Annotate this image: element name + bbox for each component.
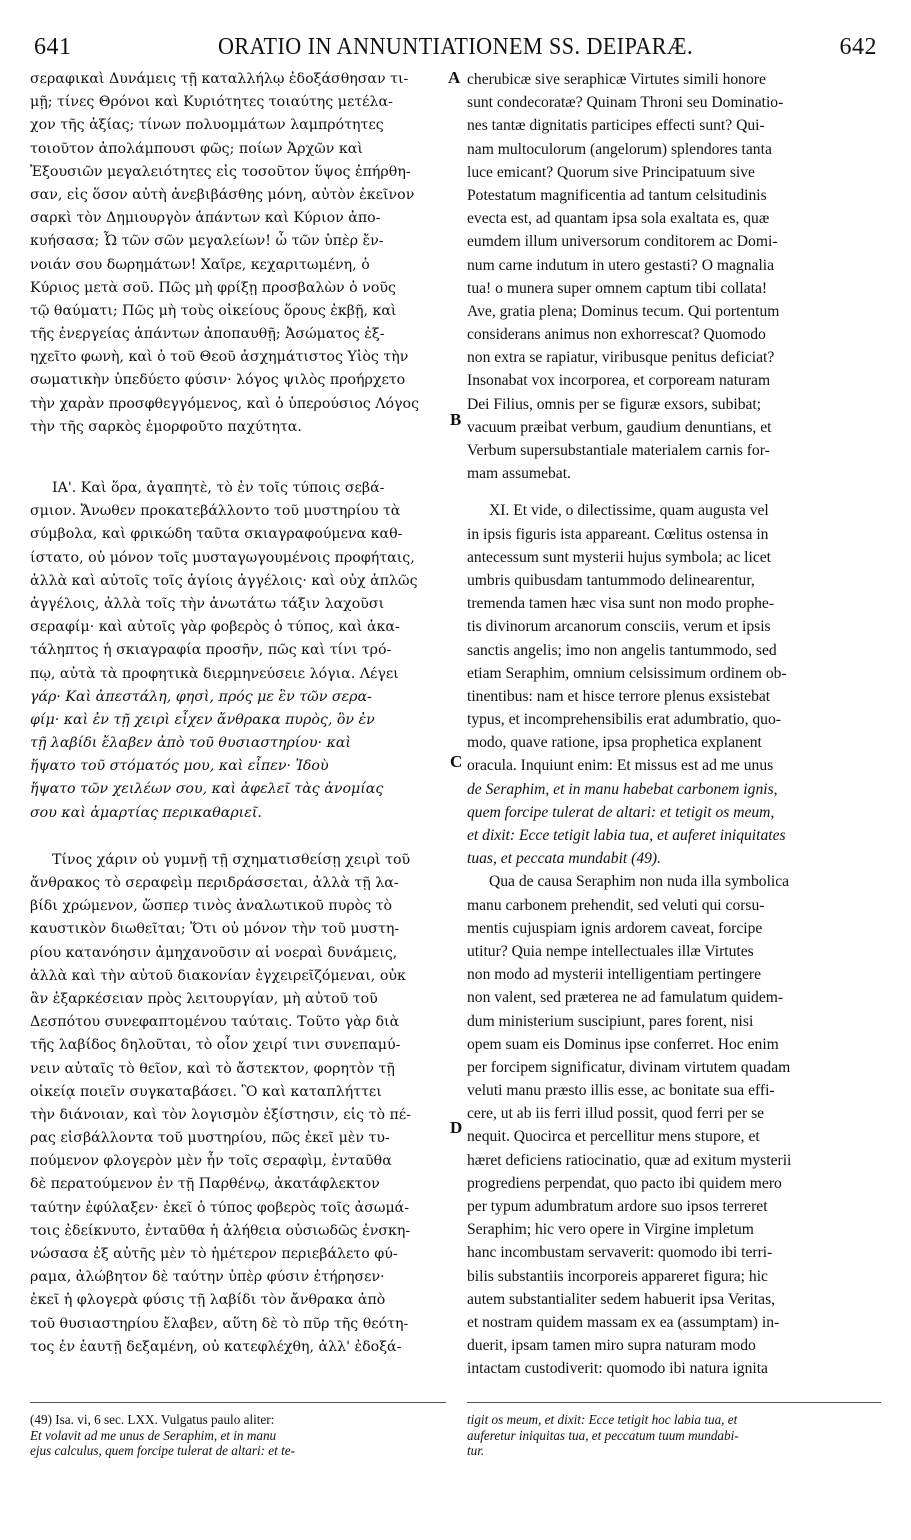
text-line: τὴν διάνοιαν, καὶ τὸν λογισμὸν ἐξίστησιν, εἰς τὸ πέ- <box>30 1106 411 1123</box>
text-line: Τίνος χάριν οὐ γυμνῇ τῇ σχηματισθείσῃ χειρὶ τοῦ <box>52 851 411 868</box>
text-line: τῆς λαβίδος δηλοῦται, τὸ οἷον χειρί τινι συνεπαμύ- <box>30 1037 401 1054</box>
margin-letter-d: D <box>450 1118 463 1137</box>
text-line: σύμβολα, καὶ φρικώδη ταῦτα σκιαγραφούμενα καθ- <box>30 526 403 543</box>
text-line: evecta est, ad quantam ipsa sola exaltata es, quæ <box>467 210 770 228</box>
text-line: mentis cujuspiam ignis ardorem caveat, forcipe <box>467 919 763 937</box>
text-line: ἐκεῖ ἡ φλογερὰ φύσις τῇ λαβίδι τὸν ἄνθρακα ἀπὸ <box>30 1292 386 1309</box>
text-line: καυστικὸν διωθεῖται; Ὅτι οὐ μόνον τὴν τοῦ μυστη- <box>30 921 400 938</box>
greek-block-2 <box>30 477 446 825</box>
text-line: umbris quibusdam tantummodo delinearentur, <box>467 571 755 589</box>
text-line: ραμα, ἀλώβητον δὲ ταύτην ὑπὲρ φύσιν ἐτήρησεν· <box>30 1269 385 1286</box>
text-line: τὴν χαρὰν προσφθεγγόμενος, καὶ ὁ ὑπερούσιος Λόγος <box>30 395 420 412</box>
text-line: σαρκὶ τὸν Δημιουργὸν ἁπάντων καὶ Κύριον ἀπο- <box>30 210 381 227</box>
footnote-line: (49) Isa. vi, 6 sec. LXX. Vulgatus paulo aliter: <box>30 1412 275 1427</box>
text-line: typus, et incomprehensibilis erat adumbratio, quo- <box>467 711 781 729</box>
greek-block-3 <box>30 849 446 1359</box>
text-line: duerit, ipsam tamen miro supra naturam modo <box>467 1337 756 1355</box>
spacer <box>30 463 446 477</box>
text-line: autem substantialiter sedem habuerit ipsa Veritas, <box>467 1290 776 1308</box>
text-line: σεραφικαὶ Δυνάμεις τῇ καταλλήλῳ ἐδοξάσθησαν τι- <box>30 71 409 87</box>
text-line: τοις ἐδείκνυτο, ἐνταῦθα ἡ ἀλήθεια οὐσιωδῶς ἐνσκη- <box>30 1222 411 1239</box>
greek-block-1 <box>30 68 446 439</box>
text-line: ἀλλὰ καὶ αὐτοῖς τοῖς ἁγίοις ἀγγέλοις· καὶ οὐχ ἁπλῶς <box>30 572 418 589</box>
text-line: τῆς ἐνεργείας ἁπάντων ἀποπαυθῇ; Ἀσώματος ἐξ- <box>30 326 385 343</box>
text-line: Insonabat vox incorporea, et corpoream naturam <box>467 372 771 390</box>
text-line: τος ἐν ἑαυτῇ δεξαμένη, οὐ κατεφλέχθη, ἀλλ' ἐδοξά- <box>30 1338 402 1355</box>
text-line: opem suam eis Dominus ipse conferret. Hoc enim <box>467 1035 779 1053</box>
text-line: τὴν τῆς σαρκὸς ἐμορφοῦτο παχύτητα. <box>30 418 302 435</box>
text-line: Verbum supersubstantiale materialem carnis for- <box>467 442 770 459</box>
text-line: μῇ; τίνες Θρόνοι καὶ Κυριότητες τοιαύτης μετέλα- <box>30 94 393 111</box>
text-line: ἀλλὰ καὶ τὴν αὐτοῦ διακονίαν ἐγχειρεῖζόμεναι, οὐκ <box>30 967 406 984</box>
footnote-line: auferetur iniquitas tua, et peccatum tuum mundabi- <box>467 1427 739 1443</box>
text-line: σωματικὴν ὑπεδύετο φύσιν· λόγος ψιλὸς προήρχετο <box>30 372 406 389</box>
spacer <box>30 825 446 849</box>
text-line: progrediens perpendat, quo pacto ibi quidem mero <box>467 1174 782 1192</box>
text-line: etiam Seraphim, omnium celsissimum ordinem ob- <box>467 664 787 682</box>
page-number-left: 641 <box>34 34 72 60</box>
text-line: tua! o munera super omnem captum tibi collata! <box>467 279 768 297</box>
text-line: eumdem illum universorum conditorem ac Domi- <box>467 233 778 251</box>
text-line: veluti manu præsto illis esse, ac bonitate sua effi- <box>467 1082 775 1100</box>
text-line: et nostram quidem massam ex ea (assumptam) in- <box>467 1313 780 1331</box>
text-line: σεραφίμ· καὶ αὐτοῖς γὰρ φοβερὸς ὁ τύπος, καὶ ἀκα- <box>30 619 400 636</box>
text-line: XI. Et vide, o dilectissime, quam augusta vel <box>489 502 769 520</box>
text-line: per forcipem significatur, divinam virtutem quadam <box>467 1058 791 1076</box>
spacer <box>30 439 446 463</box>
text-line: et dixit: Ecce tetigit labia tua, et auferet iniquitates <box>467 827 786 844</box>
text-line: ηχεῖτο φωνὴ, καὶ ὁ τοῦ Θεοῦ ἀσχημάτιστος Υἱὸς τὴν <box>30 349 409 366</box>
latin-block-2 <box>467 499 881 870</box>
text-line: dum ministerium suscipiunt, pares forent, nisi <box>467 1012 754 1030</box>
text-line: νώσασα ἐξ αὐτῆς μὲν τὸ ἡμέτερον περιεβάλετο φύ- <box>30 1246 398 1262</box>
text-line: Potestatum magnificentia ad tantum celsitudinis <box>467 186 767 204</box>
text-line: cherubicæ sive seraphicæ Virtutes simili honore <box>467 71 766 88</box>
text-line: ταύτην ἐφύλαξεν· ἐκεῖ ὁ τύπος φοβερὸς τοῖς ἀσωμά- <box>30 1199 410 1216</box>
text-line: num carne indutum in utero gestasti? O magnalia <box>467 256 775 274</box>
margin-letter-a: A <box>448 68 461 87</box>
footnote-right <box>467 1412 881 1459</box>
text-line: ρας εἰσβάλλοντα τοῦ μυστηρίου, πῶς ἐκεῖ μὲν τυ- <box>30 1130 390 1147</box>
text-line: non extra se rapiatur, viribusque penitus deficiat? <box>467 349 775 367</box>
text-line: σου καὶ ἁμαρτίας περικαθαριεῖ. <box>30 804 262 821</box>
text-line: nes tantæ dignitatis participes effecti sunt? Qui- <box>467 117 765 135</box>
greek-column <box>30 68 446 1359</box>
text-line: πῳ, αὐτὰ τὰ προφητικὰ διερμηνεύσειε λόγια. Λέγει <box>30 665 399 682</box>
footnote-line: Et volavit ad me unus de Seraphim, et in manu <box>30 1427 277 1443</box>
text-line: βίδι χρώμενον, ὥσπερ τινὸς ἀναλωτικοῦ πυρὸς τὸ <box>30 898 393 915</box>
text-line: τοῦ θυσιαστηρίου ἔλαβεν, αὕτη δὲ τὸ πῦρ τῆς θεότη- <box>30 1315 409 1332</box>
text-line: ἥψατο τοῦ στόματός μου, καὶ εἶπεν· Ἰδοὺ <box>30 758 329 775</box>
text-line: Κύριος μετὰ σοῦ. Πῶς μὴ φρίξῃ προσβαλὼν ὁ νοῦς <box>30 279 396 296</box>
text-line: non modo ad mysterii intelligentiam pertingere <box>467 966 762 984</box>
text-line: hanc incombustam servaverit: quomodo ibi terri- <box>467 1244 773 1262</box>
text-line: non valent, sed præterea ne ad famulatum quidem- <box>467 989 784 1007</box>
text-line: ἀγγέλοις, ἀλλὰ τοῖς τὴν ἀνωτάτω τάξιν λαχοῦσι <box>30 595 385 612</box>
text-line: ρίου κατανόησιν ἀμηχανοῦσιν αἱ νοεραὶ δυνάμεις, <box>30 944 398 961</box>
footnote-rule-right <box>467 1402 881 1403</box>
text-line: φίμ· καὶ ἐν τῇ χειρὶ εἶχεν ἄνθρακα πυρὸς, ὃν ἐν <box>30 711 375 728</box>
footnote-rule-left <box>30 1402 446 1403</box>
footnote-line: ejus calculus, quem forcipe tulerat de altari: et te- <box>30 1443 296 1459</box>
text-line: οἰκείᾳ ποιεῖν συγκαταβάσει. Ὃ καὶ καταπλήττει <box>30 1083 382 1100</box>
margin-letter-b: B <box>450 410 462 429</box>
latin-block-3 <box>467 870 881 1380</box>
text-line: Δεσπότου συνεφαπτομένου ταύταις. Τοῦτο γὰρ διὰ <box>30 1014 400 1031</box>
latin-block-1 <box>467 68 881 485</box>
text-line: antecessum sunt mysterii hujus symbola; ac licet <box>467 548 772 566</box>
footnote-line: tur. <box>467 1443 485 1459</box>
text-line: νειν αὐταῖς τὸ θεῖον, καὶ τὸ ἄστεκτον, φορητὸν τῇ <box>30 1060 395 1077</box>
text-line: considerans animus non exhorrescat? Quomodo <box>467 326 766 344</box>
text-line: in ipsis figuris ista appareant. Cœlitus ostensa in <box>467 525 769 543</box>
text-line: τῇ λαβίδι ἔλαβεν ἀπὸ τοῦ θυσιαστηρίου· καὶ <box>30 735 351 752</box>
text-line: ἥψατο τῶν χειλέων σου, καὶ ἀφελεῖ τὰς ἀνομίας <box>30 781 384 798</box>
text-line: τάληπτος ἡ σκιαγραφία προσῆν, πῶς καὶ τίνι τρό- <box>30 642 392 659</box>
text-line: nequit. Quocirca et percellitur mens stupore, et <box>467 1128 760 1146</box>
text-line: Dei Filius, omnis per se figuræ exsors, subibat; <box>467 395 762 413</box>
text-line: modo, quave ratione, ipsa prophetica explanent <box>467 734 762 752</box>
text-line: πούμενον φλογερὸν μὲν ἦν τοῖς σεραφὶμ, ἐνταῦθα <box>30 1153 392 1170</box>
text-line: τοιοῦτον ἀπολάμπουσι φῶς; ποίων Ἀρχῶν καὶ <box>30 140 363 157</box>
text-line: χον τῆς ἀξίας; τίνων πολυομμάτων λαμπρότητες <box>30 117 384 134</box>
text-line: nam multoculorum (angelorum) splendores tanta <box>467 140 772 158</box>
text-line: mam assumebat. <box>467 465 571 483</box>
text-line: per typum adumbratum ardore suo ipsos terreret <box>467 1198 768 1215</box>
text-line: τῷ θαύματι; Πῶς μὴ τοὺς οἰκείους ὅρους ἐκβῇ, καὶ <box>30 302 397 319</box>
text-line: vacuum præibat verbum, gaudium denuntians, et <box>467 418 772 436</box>
text-line: γάρ· Καὶ ἀπεστάλη, φησὶ, πρός με ἓν τῶν σερα- <box>30 688 372 705</box>
text-line: Ἐξουσιῶν μεγαλειότητες εἰς τοσοῦτον ὕψος ἐπήρθη- <box>30 163 411 180</box>
page-number-right: 642 <box>839 34 877 60</box>
text-line: Seraphim; hic vero opere in Virgine impletum <box>467 1221 754 1239</box>
text-line: manu carbonem prehendit, sed veluti qui corsu- <box>467 896 765 914</box>
margin-letter-c: C <box>450 752 463 771</box>
text-line: ίστατο, οὐ μόνον τοῖς μυσταγωγουμένοις προφήταις, <box>30 549 415 566</box>
latin-column <box>467 68 881 1381</box>
text-line: ΙΑ'. Καὶ ὅρα, ἀγαπητὲ, τὸ ἐν τοῖς τύποις σεβά- <box>52 480 385 496</box>
footnote-left <box>30 1412 446 1459</box>
text-line: cere, ut ab iis ferri illud possit, quod ferri per se <box>467 1105 765 1123</box>
text-line: tremenda tamen hæc visa sunt non modo prophe- <box>467 595 775 613</box>
text-line: tinentibus: nam et hisce terrore plenus exsistebat <box>467 687 771 705</box>
text-line: quem forcipe tulerat de altari: et tetigit os meum, <box>467 803 775 821</box>
text-line: sanctis angelis; imo non angelis tantummodo, sed <box>467 641 777 659</box>
footnote-line: tigit os meum, et dixit: Ecce tetigit hoc labia tua, et <box>467 1412 738 1427</box>
text-line: ἂν ἐξαρκέσειαν πρὸς λειτουργίαν, μὴ αὐτοῦ τοῦ <box>30 990 378 1007</box>
text-line: δὲ περατούμενον ἐν τῇ Παρθένῳ, ἀκατάφλεκτον <box>30 1176 380 1193</box>
text-line: κυήσασα; Ὦ τῶν σῶν μεγαλείων! ὦ τῶν ὑπὲρ ἔν- <box>30 233 384 250</box>
text-line: tuas, et peccata mundabit (49). <box>467 850 662 868</box>
text-line: luce emicant? Quorum sive Principatuum sive <box>467 163 755 181</box>
text-line: σαν, εἰς ὅσον αὐτὴ ἀνεβιβάσθης μόνη, αὐτὸν ἐκεῖνον <box>30 186 415 203</box>
text-line: Ave, gratia plena; Dominus tecum. Qui portentum <box>467 302 780 320</box>
text-line: tis divinorum arcanorum consciis, verum et ipsis <box>467 618 771 636</box>
text-line: sunt condecoratæ? Quinam Throni seu Dominatio- <box>467 94 784 112</box>
text-line: hæret deficiens ratiocinatio, quæ ad exitum mysterii <box>467 1151 792 1169</box>
text-line: νοιάν σου δωρημάτων! Χαῖρε, κεχαριτωμένη, ὁ <box>30 256 370 273</box>
text-line: ἄνθρακος τὸ σεραφεὶμ περιδράσσεται, ἀλλὰ τῇ λα- <box>30 875 399 891</box>
page-header <box>30 34 881 64</box>
text-line: bilis substantiis incorporeis appareret figura; hic <box>467 1267 768 1285</box>
running-title: ORATIO IN ANNUNTIATIONEM SS. DEIPARÆ. <box>217 34 694 60</box>
text-line: oracula. Inquiunt enim: Et missus est ad me unus <box>467 757 774 775</box>
text-line: intactam custodiverit: quomodo ibi natura ignita <box>467 1360 768 1378</box>
text-line: Qua de causa Seraphim non nuda illa symbolica <box>489 873 790 891</box>
text-line: de Seraphim, et in manu habebat carbonem ignis, <box>467 780 778 798</box>
spacer <box>467 485 881 499</box>
text-line: utitur? Quia nempe intellectuales illæ Virtutes <box>467 942 754 960</box>
text-line: σμιον. Ἄνωθεν προκατεβάλλοντο τοῦ μυστηρίου τὰ <box>30 503 401 520</box>
